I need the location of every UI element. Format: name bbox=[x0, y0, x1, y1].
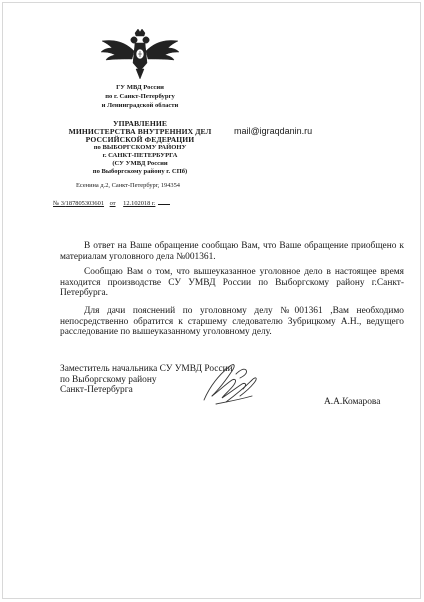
ref-prefix: № 3/ bbox=[53, 200, 66, 207]
department-line-2: МИНИСТЕРСТВА ВНУТРЕННИХ ДЕЛ bbox=[68, 127, 212, 136]
department-line-6: (СУ УМВД России bbox=[112, 160, 168, 167]
handwritten-signature bbox=[196, 356, 266, 412]
ref-number: 187805303601 bbox=[65, 200, 105, 207]
header-line-1: ГУ МВД России bbox=[116, 84, 164, 91]
department-line-7: по Выборгскому району г. СПб) bbox=[92, 168, 188, 175]
mvd-emblem-logo bbox=[98, 25, 182, 83]
body-paragraph-3: Для дачи пояснений по уголовному делу №001361 ,Вам необходимо непосредственно обратится к старшему следователю Зубрицкому А.Н., ведущего расследование по вышеуказанному уголовному делу. bbox=[60, 306, 404, 338]
department-line-3: РОССИЙСКОЙ ФЕДЕРАЦИИ bbox=[85, 135, 195, 144]
signer-name: А.А.Комарова bbox=[324, 397, 381, 407]
body-paragraph-2: Сообщаю Вам о том, что вышеуказанное уголовное дело в настоящее время находится производстве СУ УМВД России по Выборгскому району г.Санкт-Петербурга. bbox=[60, 267, 404, 299]
body-paragraph-1: В ответ на Ваше обращение сообщаю Вам, что Ваше обращение приобщено к материалам уголовного дела №001361. bbox=[60, 241, 404, 262]
ref-from: от bbox=[109, 200, 116, 207]
header-line-2: по г. Санкт-Петербургу bbox=[105, 93, 175, 100]
ref-date: 12.102018 г. bbox=[123, 200, 156, 207]
recipient-email: mail@igraqdanin.ru bbox=[234, 126, 313, 136]
sender-address: Есенина д.2, Санкт-Петербург, 194354 bbox=[76, 182, 180, 189]
department-line-1: УПРАВЛЕНИЕ bbox=[112, 119, 167, 128]
position-line-1: Заместитель начальника СУ УМВД России bbox=[60, 364, 233, 374]
reference-line bbox=[53, 200, 170, 207]
header-line-3: и Ленинградской области bbox=[101, 102, 179, 109]
ref-blank-line bbox=[158, 204, 170, 205]
position-line-3: Санкт-Петербурга bbox=[60, 385, 133, 396]
department-line-5: г. САНКТ-ПЕТЕРБУРГА bbox=[102, 152, 178, 159]
position-line-2: по Выборгскому району bbox=[60, 374, 157, 385]
department-line-4: по ВЫБОРГСКОМУ РАЙОНУ bbox=[93, 144, 187, 151]
